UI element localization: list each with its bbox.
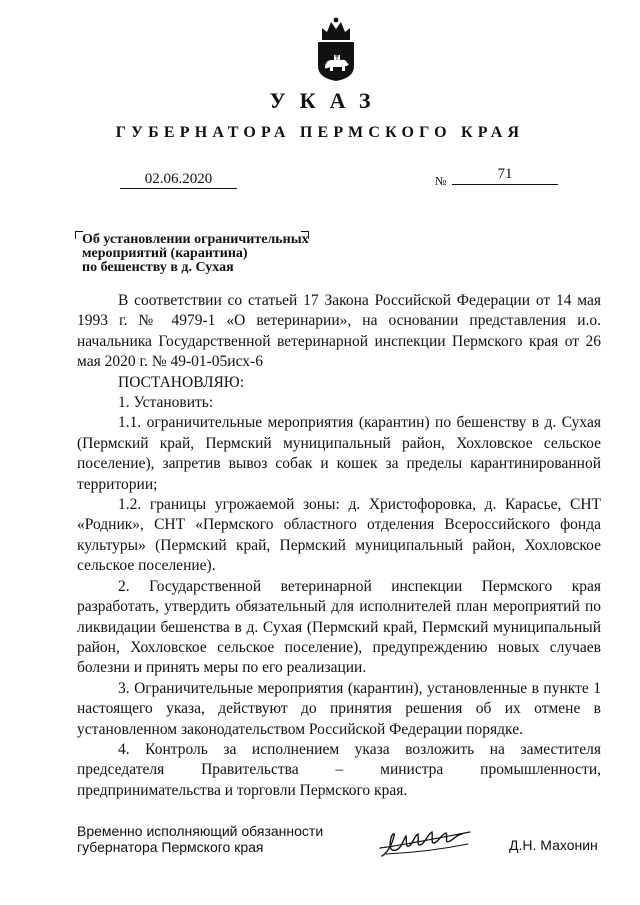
body-paragraph: 2. Государственной ветеринарной инспекции Пермского края разработать, утвердить обязательный для исполнителей план мероприятий по ликвидации бешенства в д. Сухая (Пермский край, Пермский муниципальный район, Хохловское сельское поселение), предупреждению новых случаев болезни и принять меры по его реализации.	[77, 577, 601, 677]
body-paragraph: В соответствии со статьей 17 Закона Российской Федерации от 14 мая 1993 г. № 4979-1 «О ветеринарии», на основании представления и.о. начальника Государственной ветеринарной инспекции Пермского края от 26 мая 2020 г. № 49-01-05исх-6	[77, 292, 601, 371]
decree-heading	[82, 233, 352, 275]
document-subtitle: ГУБЕРНАТОРА ПЕРМСКОГО КРАЯ	[115, 124, 525, 141]
decree-number-label: №	[435, 174, 447, 188]
heading-line: мероприятий (карантина)	[82, 246, 248, 261]
heading-line: Об установлении ограничительных	[82, 232, 309, 247]
signatory-position	[77, 823, 323, 855]
coat-of-arms-icon	[313, 16, 359, 82]
decree-body	[77, 291, 601, 801]
decree-date: 02.06.2020	[120, 170, 237, 189]
signatory-position-line: Временно исполняющий обязанности	[77, 823, 324, 839]
body-paragraph: 1.1. ограничительные мероприятия (карантин) по бешенству в д. Сухая (Пермский край, Пермский муниципальный район, Хохловское сельское поселение), запретив вывоз собак и кошек за пределы карантинированной территории;	[77, 414, 601, 493]
body-paragraph: 1. Установить:	[118, 394, 214, 412]
body-paragraph: ПОСТАНОВЛЯЮ:	[118, 373, 245, 391]
decree-number: 71	[452, 164, 558, 185]
body-paragraph: 4. Контроль за исполнением указа возложить на заместителя председателя Правительства – министра промышленности, предпринимательства и торговли Пермского края.	[77, 740, 601, 799]
body-paragraph: 1.2. границы угрожаемой зоны: д. Христофоровка, д. Карасье, СНТ «Родник», СНТ «Пермского областного отделения Всероссийского фонда культуры» (Пермский край, Пермский муниципальный район, Хохловское сельское поселение).	[77, 496, 601, 575]
body-paragraph: 3. Ограничительные мероприятия (карантин), установленные в пункте 1 настоящего указа, действуют до принятия решения об их отмене в установленном законодательством Российской Федерации порядке.	[77, 679, 601, 738]
document-title: УКАЗ	[269, 88, 385, 113]
signatory-name: Д.Н. Махонин	[509, 837, 598, 853]
heading-line: по бешенству в д. Сухая	[82, 260, 234, 275]
signatory-position-line: губернатора Пермского края	[77, 839, 264, 855]
handwritten-signature	[378, 826, 474, 860]
